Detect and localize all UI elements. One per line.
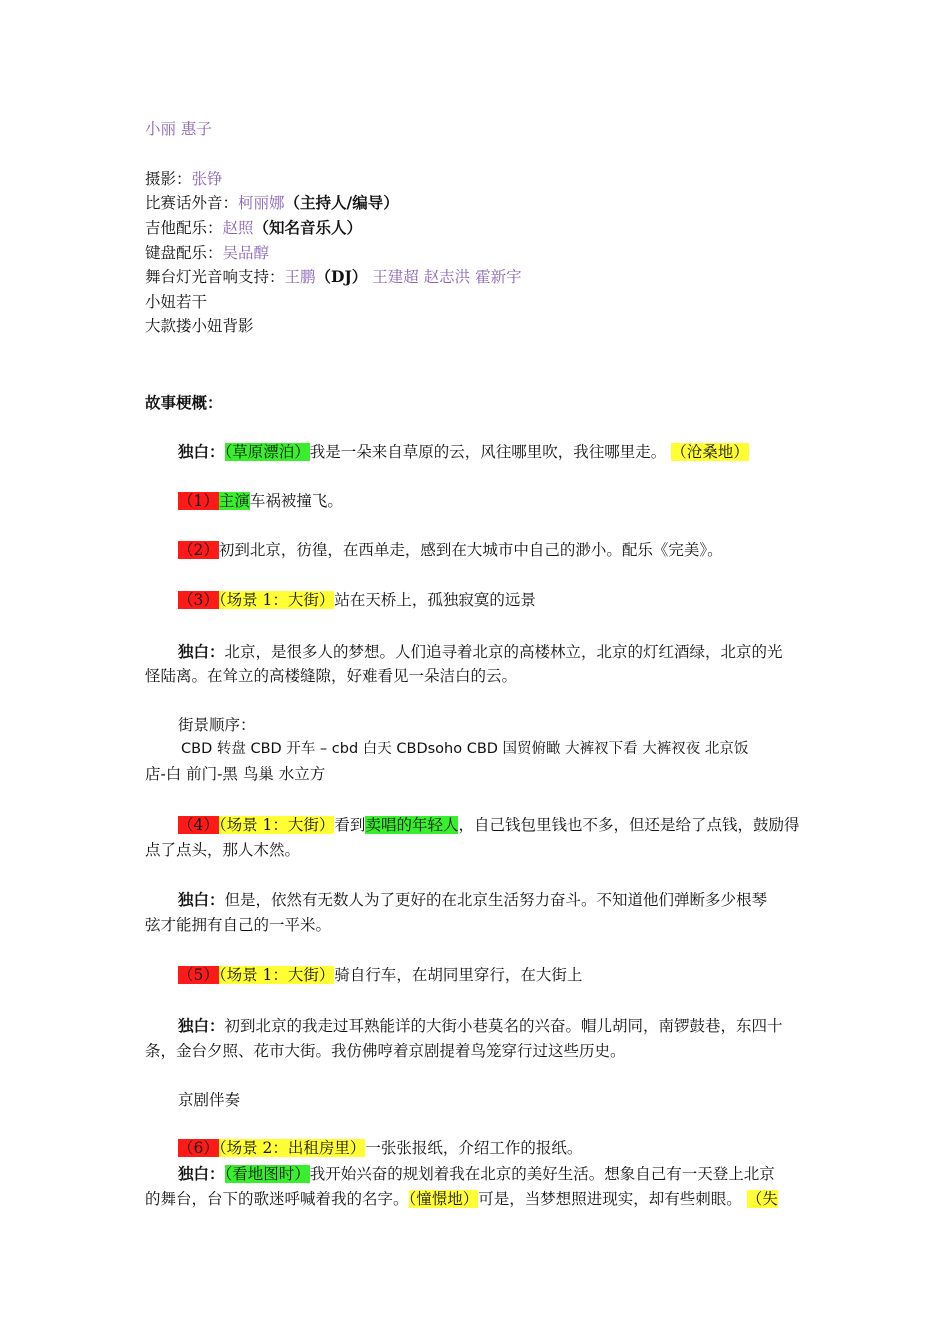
monologue-4-cont: 条，金台夕照、花市大街。我仿佛哼着京剧提着鸟笼穿行过这些历史。 (145, 1042, 626, 1060)
monologue-1 (178, 440, 749, 464)
credit-name: 柯丽娜 (238, 194, 285, 212)
monologue-label: 独白： (178, 890, 225, 909)
highlight-yellow: （场景 1：大街） (218, 816, 335, 834)
scene-1 (178, 489, 343, 513)
credit-label: 键盘配乐： (145, 244, 223, 262)
monologue-text: 的舞台，台下的歌迷呼喊着我的名字。 (145, 1190, 409, 1208)
street-list: CBD 转盘 CBD 开车 – cbd 白天 CBDsoho CBD 国贸俯瞰 大裤衩下看 大裤衩夜 北京饭 (181, 741, 749, 757)
scene-2 (178, 538, 723, 562)
credit-label: 舞台灯光音响支持： (145, 268, 285, 286)
scene-number: （4） (178, 816, 219, 834)
credit-label: 吉他配乐： (145, 219, 223, 237)
monologue-label: 独白： (178, 642, 225, 661)
scene-4-cont: 点了点头，那人木然。 (145, 841, 301, 859)
monologue-label: 独白： (178, 1016, 225, 1035)
credit-name: 张铮 (191, 170, 223, 188)
opera-note: 京剧伴奏 (178, 1091, 241, 1109)
scene-text: 骑自行车，在胡同里穿行，在大街上 (334, 966, 583, 984)
credit-extra: 大款搂小妞背影 (145, 317, 254, 335)
scene-number: （5） (178, 966, 219, 984)
scene-3 (178, 588, 536, 612)
street-heading: 街景顺序： (178, 716, 256, 734)
monologue-3 (178, 888, 767, 912)
scene-5 (178, 963, 582, 987)
highlight-yellow: （场景 1：大街） (218, 591, 335, 609)
scene-number: （1） (178, 492, 219, 510)
credit-keys (145, 241, 269, 265)
highlight-green: （草原漂泊） (224, 443, 310, 461)
monologue-5-cont (145, 1187, 778, 1211)
scene-number: （2） (178, 541, 219, 559)
highlight-yellow: （失 (746, 1190, 778, 1208)
highlight-yellow: （场景 2：出租房里） (218, 1139, 366, 1157)
monologue-label: 独白： (178, 442, 225, 461)
scene-text: 一张张报纸，介绍工作的报纸。 (365, 1139, 583, 1157)
credit-role: （DJ） (315, 267, 368, 286)
monologue-2-cont: 怪陆离。在耸立的高楼缝隙，好难看见一朵洁白的云。 (145, 667, 518, 685)
scene-text: 初到北京，彷徨，在西单走，感到在大城市中自己的渺小。配乐《完美》。 (218, 541, 723, 559)
credit-voice (145, 191, 399, 215)
credit-stage (145, 265, 522, 289)
monologue-text: 可是，当梦想照进现实，却有些刺眼。 (478, 1190, 742, 1208)
highlight-yellow: （沧桑地） (671, 443, 749, 461)
monologue-text: 但是，依然有无数人为了更好的在北京生活努力奋斗。不知道他们弹断多少根琴 (224, 891, 768, 909)
scene-text: 看到 (334, 816, 366, 834)
credit-name: 王鹏 (284, 268, 316, 286)
highlight-green: （看地图时） (224, 1165, 310, 1183)
scene-4 (178, 813, 799, 837)
scene-text: ，自己钱包里钱也不多，但还是给了点钱，鼓励得 (458, 816, 800, 834)
monologue-text: 我是一朵来自草原的云，风往哪里吹，我往哪里走。 (309, 443, 667, 461)
scene-number: （3） (178, 591, 219, 609)
highlight-yellow: （憧憬地） (408, 1190, 479, 1208)
scene-text: 站在天桥上，孤独寂寞的远景 (334, 591, 536, 609)
monologue-4 (178, 1014, 783, 1038)
highlight-green: 主演 (218, 492, 250, 510)
title: 小丽 惠子 (145, 120, 212, 138)
credit-guitar (145, 216, 362, 240)
credit-extra: 小妞若干 (145, 293, 208, 311)
credit-label: 摄影： (145, 170, 192, 188)
credit-photo (145, 167, 223, 191)
credit-role: （知名音乐人） (253, 218, 363, 237)
scene-6 (178, 1136, 582, 1160)
monologue-text: 初到北京的我走过耳熟能详的大街小巷莫名的兴奋。帽儿胡同，南锣鼓巷，东四十 (224, 1017, 783, 1035)
scene-text: 车祸被撞飞。 (249, 492, 343, 510)
highlight-yellow: （场景 1：大街） (218, 966, 335, 984)
scene-number: （6） (178, 1139, 219, 1157)
monologue-3-cont: 弦才能拥有自己的一平米。 (145, 916, 332, 934)
credit-name: 吴品醇 (222, 244, 270, 262)
credit-names: 王建超 赵志洪 霍新宇 (372, 268, 522, 286)
credit-label: 比赛话外音： (145, 194, 239, 212)
monologue-2 (178, 640, 783, 664)
credit-role: （主持人/编导） (284, 193, 399, 212)
story-heading: 故事梗概： (145, 393, 223, 412)
credit-name: 赵照 (222, 219, 254, 237)
monologue-text: 我开始兴奋的规划着我在北京的美好生活。想象自己有一天登上北京 (309, 1165, 775, 1183)
monologue-text: 北京，是很多人的梦想。人们追寻着北京的高楼林立，北京的灯红酒绿，北京的光 (224, 643, 783, 661)
highlight-green: 卖唱的年轻人 (365, 816, 459, 834)
street-list-cont: 店-白 前门-黑 鸟巢 水立方 (145, 765, 326, 783)
monologue-5 (178, 1162, 775, 1186)
monologue-label: 独白： (178, 1164, 225, 1183)
